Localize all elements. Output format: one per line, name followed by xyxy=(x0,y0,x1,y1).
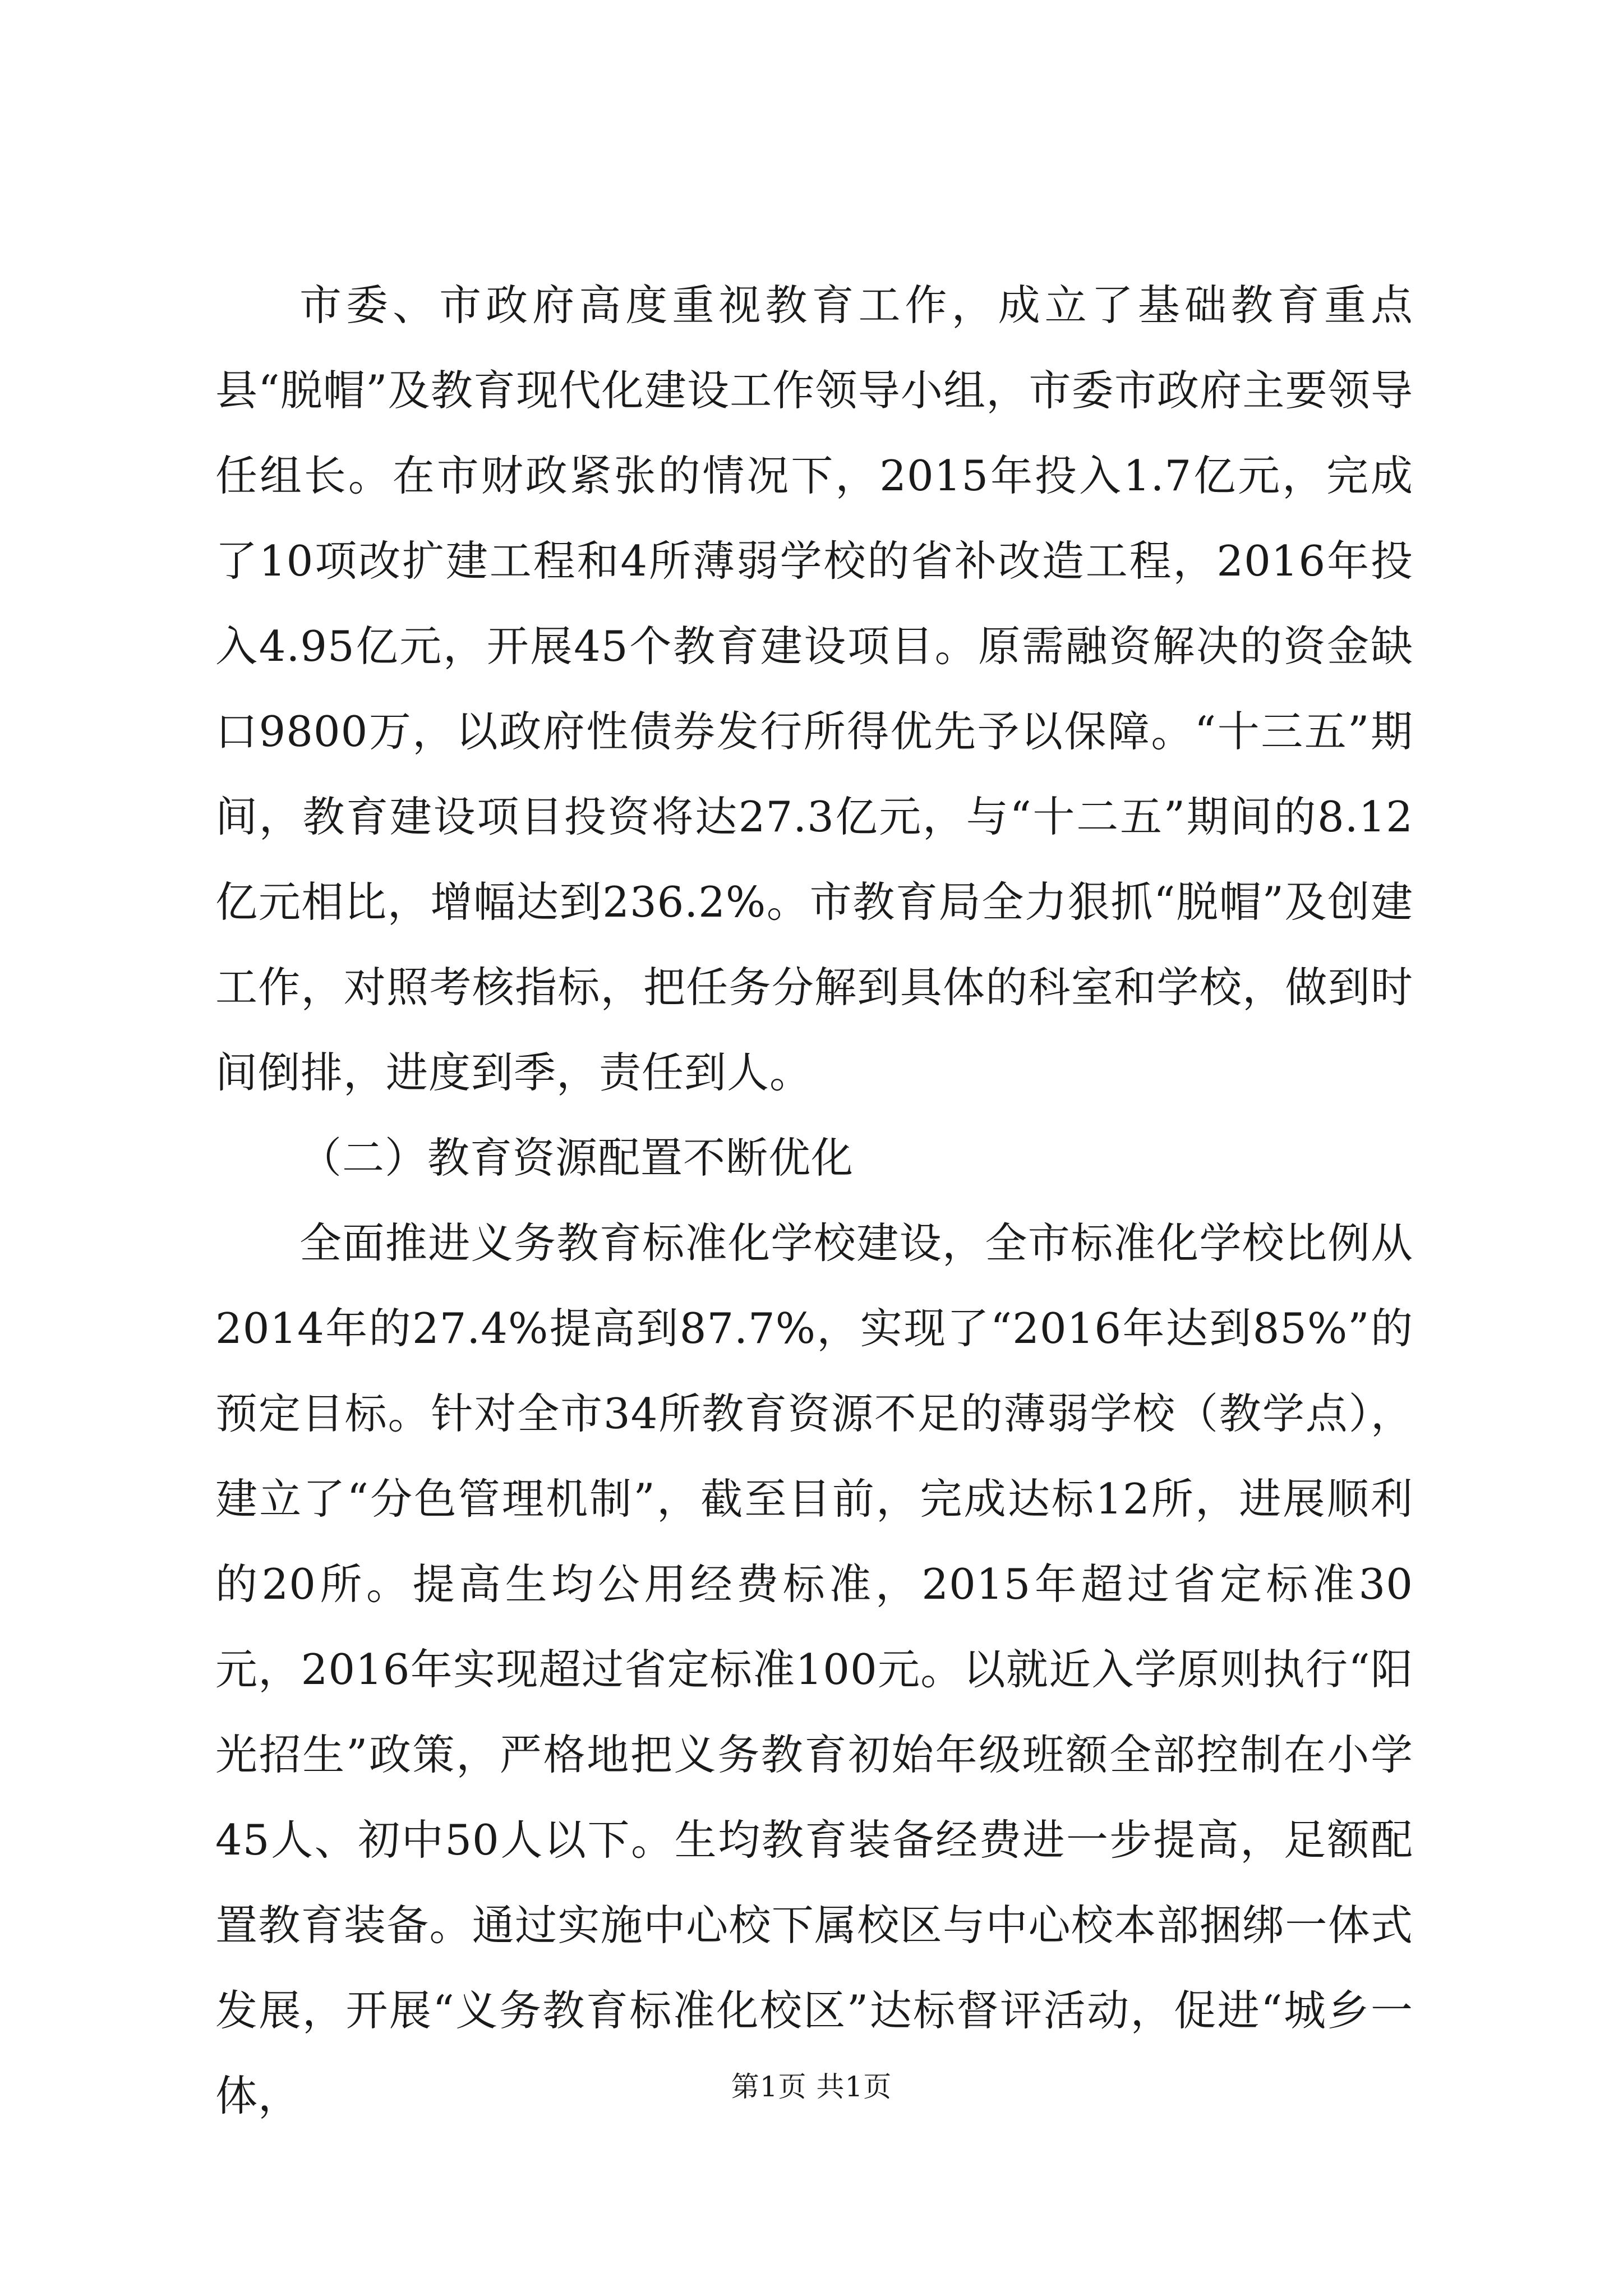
page-footer: 第1页 共1页 xyxy=(731,2070,892,2103)
body-paragraph: 市委、市政府高度重视教育工作，成立了基础教育重点县“脱帽”及教育现代化建设工作领导小组，市委市政府主要领导任组长。在市财政紧张的情况下，2015年投入1.7亿元，完成了10项改扩建工程和4所薄弱学校的省补改造工程，2016年投入4.95亿元，开展45个教育建设项目。原需融资解决的资金缺口9800万，以政府性债券发行所得优先予以保障。“十三五”期间，教育建设项目投资将达27.3亿元，与“十二五”期间的8.12亿元相比，增幅达到236.2%。市教育局全力狠抓“脱帽”及创建工作，对照考核指标，把任务分解到具体的科室和学校，做到时间倒排，进度到季，责任到人。 xyxy=(215,280,1413,1097)
document-body xyxy=(215,263,1413,2138)
body-paragraph: 全面推进义务教育标准化学校建设，全市标准化学校比例从2014年的27.4%提高到87.7%，实现了“2016年达到85%”的预定目标。针对全市34所教育资源不足的薄弱学校（教学点），建立了“分色管理机制”，截至目前，完成达标12所，进展顺利的20所。提高生均公用经费标准，2015年超过省定标准30元，2016年实现超过省定标准100元。以就近入学原则执行“阳光招生”政策，严格地把义务教育初始年级班额全部控制在小学45人、初中50人以下。生均教育装备经费进一步提高，足额配置教育装备。通过实施中心校下属校区与中心校本部捆绑一体式发展，开展“义务教育标准化校区”达标督评活动，促进“城乡一体， xyxy=(215,1218,1413,2120)
section-heading: （二）教育资源配置不断优化 xyxy=(299,1133,854,1182)
